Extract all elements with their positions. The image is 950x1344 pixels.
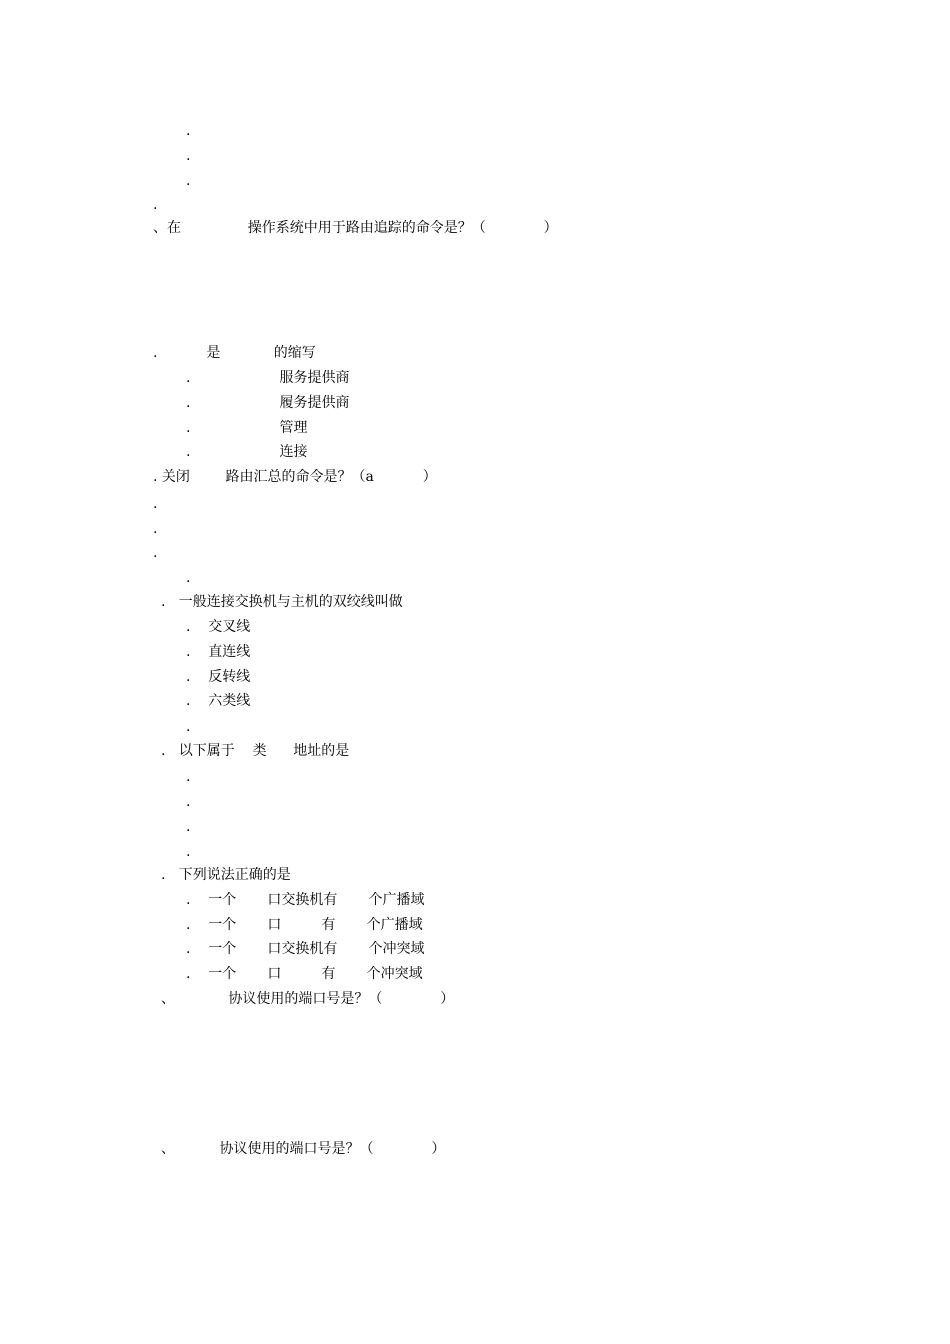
text-line: . [153,545,158,561]
option-line: . 交叉线 [186,619,251,635]
option-line: . 六类线 [186,693,251,709]
question-line: . 关闭 路由汇总的命令是？（a ） [153,469,437,485]
option-line: . 一个 口交换机有 个冲突域 [186,941,425,957]
option-line: . 一个 口交换机有 个广播域 [186,892,425,908]
option-line: . 履务提供商 [186,395,350,411]
option-line: . [186,769,191,785]
option-line: . [186,844,191,860]
option-line: . 反转线 [186,669,251,685]
text-line: . [186,173,191,189]
question-line: 、在 操作系统中用于路由追踪的命令是？（ ） [153,220,558,236]
question-line: . 一般连接交换机与主机的双绞线叫做 [161,594,403,610]
question-line: . 是 的缩写 [153,345,316,361]
text-line: . [186,719,191,735]
option-line: . 一个 口 有 个广播域 [186,917,423,933]
question-line: 、 协议使用的端口号是？（ ） [161,1141,446,1157]
text-line: . [153,521,158,537]
question-line: 、 协议使用的端口号是？（ ） [161,991,455,1007]
text-line: . [153,496,158,512]
text-line: . [186,123,191,139]
option-line: . 直连线 [186,644,251,660]
text-line: . [186,570,191,586]
question-line: . 下列说法正确的是 [161,867,291,883]
option-line: . 管理 [186,420,308,436]
question-line: . 以下属于 类 地址的是 [161,743,350,759]
option-line: . 一个 口 有 个冲突域 [186,966,423,982]
option-line: . 服务提供商 [186,370,350,386]
text-line: . [186,148,191,164]
option-line: . [186,819,191,835]
option-line: . 连接 [186,444,308,460]
text-line: . [153,197,158,213]
option-line: . [186,794,191,810]
